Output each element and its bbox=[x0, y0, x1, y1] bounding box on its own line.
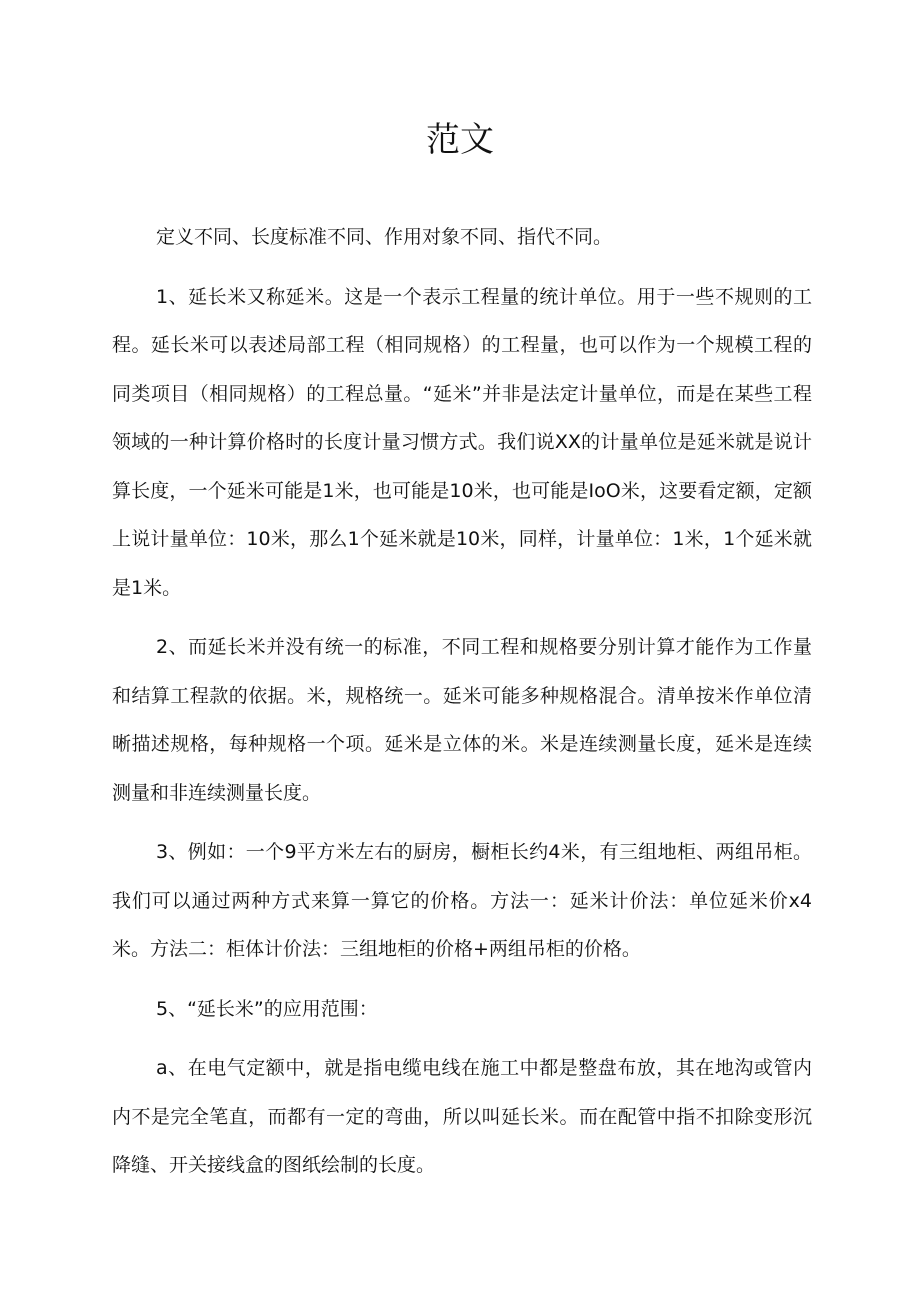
paragraph-2: 2、而延长米并没有统一的标准，不同工程和规格要分别计算才能作为工作量和结算工程款的依据。米，规格统一。延米可能多种规格混合。清单按米作单位清晰描述规格，每种规格一个项。延米是立体的米。米是连续测量长度，延米是连续测量和非连续测量长度。 bbox=[112, 636, 812, 804]
paragraph-3: 3、例如：一个9平方米左右的厨房，橱柜长约4米，有三组地柜、两组吊柜。我们可以通过两种方式来算一算它的价格。方法一：延米计价法：单位延米价x4米。方法二：柜体计价法：三组地柜的价格+两组吊柜的价格。 bbox=[112, 841, 812, 960]
paragraph-a: a、在电气定额中，就是指电缆电线在施工中都是整盘布放，其在地沟或管内内不是完全笔直，而都有一定的弯曲，所以叫延长米。而在配管中指不扣除变形沉降缝、开关接线盒的图纸绘制的长度。 bbox=[112, 1057, 812, 1176]
paragraph-1: 1、延长米又称延米。这是一个表示工程量的统计单位。用于一些不规则的工程。延长米可以表述局部工程（相同规格）的工程量，也可以作为一个规模工程的同类项目（相同规格）的工程总量。“延米”并非是法定计量单位，而是在某些工程领域的一种计算价格时的长度计量习惯方式。我们说XX的计量单位是延米就是说计算长度，一个延米可能是1米，也可能是10米，也可能是IoO米，这要看定额，定额上说计量单位：10米，那么1个延米就是10米，同样，计量单位：1米，1个延米就是1米。 bbox=[112, 285, 812, 599]
document-title: 范文 bbox=[426, 120, 494, 160]
paragraph-intro: 定义不同、长度标准不同、作用对象不同、指代不同。 bbox=[156, 226, 613, 248]
paragraph-5-heading: 5、“延长米”的应用范围： bbox=[156, 997, 378, 1020]
document-body bbox=[112, 213, 812, 1201]
